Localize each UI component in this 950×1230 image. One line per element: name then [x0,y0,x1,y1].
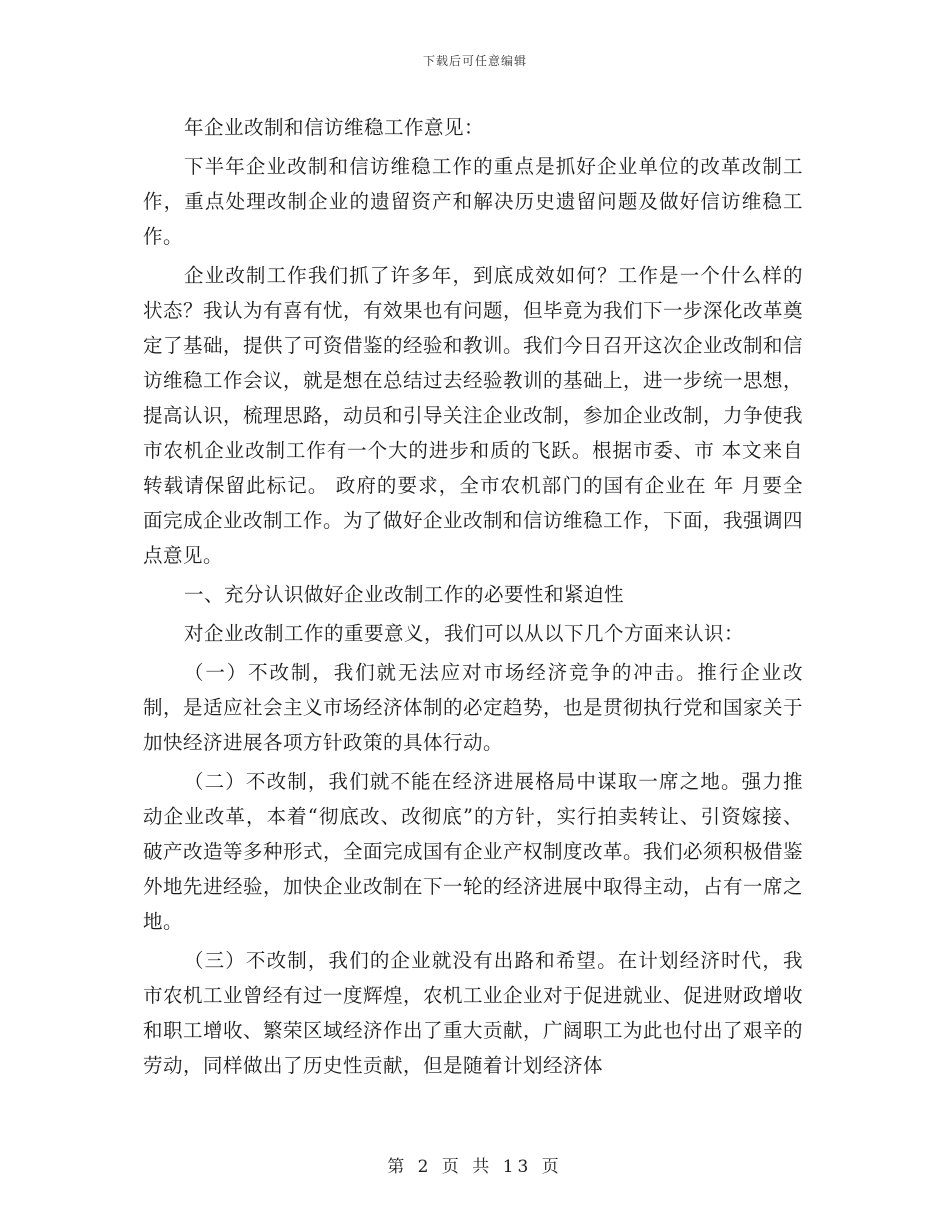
page-footer: 第 2 页 共 13 页 [387,1157,563,1177]
paragraph-intro: 年企业改制和信访维稳工作意见： [183,116,484,139]
paragraph-focus: 下半年企业改制和信访维稳工作的重点是抓好企业单位的改革改制工作，重点处理改制企业的遗留资产和解决历史遗留问题及做好信访维稳工作。 [143,155,803,248]
paragraph-point-2: （二）不改制，我们就不能在经济进展格局中谋取一席之地。强力推动企业改革，本着“彻底改、改彻底”的方针，实行拍卖转让、引资嫁接、破产改造等多种形式，全面完成国有企业产权制度改革。我们必须积极借鉴外地先进经验，加快企业改制在下一轮的经济进展中取得主动，占有一席之地。 [143,770,804,933]
page-header: 下载后可任意编辑 [422,54,527,68]
section-heading-1: 一、充分认识做好企业改制工作的必要性和紧迫性 [183,583,624,606]
paragraph-background: 企业改制工作我们抓了许多年，到底成效如何？工作是一个什么样的状态？我认为有喜有忧，有效果也有问题，但毕竟为我们下一步深化改革奠定了基础，提供了可资借鉴的经验和教训。我们今日召开这次企业改制和信访维稳工作会议，就是想在总结过去经验教训的基础上，进一步统一思想，提高认识，梳理思路，动员和引导关注企业改制，参加企业改制，力争使我市农机企业改制工作有一个大的进步和质的飞跃。根据市委、市 本文来自转载请保留此标记。 政府的要求，全市农机部门的国有企业在 年 月要全面完成企业改制工作。为了做好企业改制和信访维稳工作，下面，我强调四点意见。 [143,264,804,567]
paragraph-point-1: （一）不改制，我们就无法应对市场经济竞争的冲击。推行企业改制，是适应社会主义市场经济体制的必定趋势，也是贯彻执行党和国家关于加快经济进展各项方针政策的具体行动。 [143,661,804,754]
paragraph-significance: 对企业改制工作的重要意义，我们可以从以下几个方面来认识： [183,622,744,645]
document-body [143,110,803,1087]
paragraph-point-3: （三）不改制，我们的企业就没有出路和希望。在计划经济时代，我市农机工业曾经有过一度辉煌，农机工业企业对于促进就业、促进财政增收和职工增收、繁荣区域经济作出了重大贡献，广阔职工为此也付出了艰辛的劳动，同样做出了历史性贡献，但是随着计划经济体 [143,949,804,1077]
